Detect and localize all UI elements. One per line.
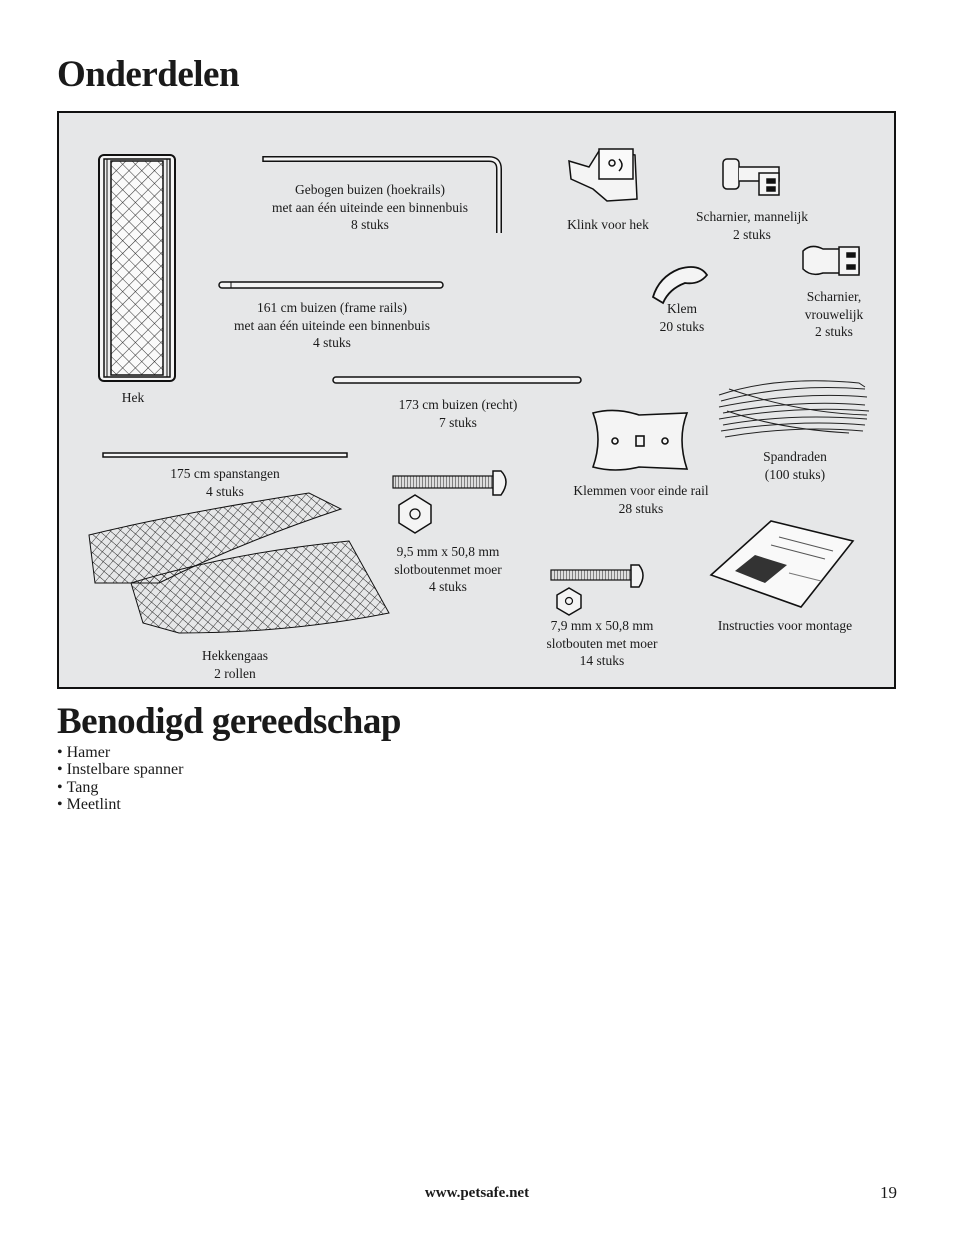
tool-item: • Meetlint: [57, 796, 183, 813]
tension-bar-illustration: [103, 453, 347, 457]
tools-list: [57, 744, 183, 813]
tool-item: • Tang: [57, 779, 183, 796]
hinge-female-label: Scharnier, vrouwelijk 2 stuks: [804, 289, 864, 339]
clamp-illustration: [653, 267, 707, 303]
hinge-male-label: Scharnier, mannelijk 2 stuks: [696, 209, 808, 242]
hinge-male-illustration: [723, 159, 779, 195]
page-number: 19: [880, 1183, 897, 1202]
tools-heading: Benodigd gereedschap: [57, 701, 401, 742]
gate-latch-illustration: [569, 149, 637, 201]
tool-item: • Hamer: [57, 744, 183, 761]
footer-url: www.petsafe.net: [424, 1185, 530, 1201]
bolt-small-illustration: [551, 565, 643, 615]
instructions-label: Instructies voor montage: [717, 618, 853, 633]
bolt-large-illustration: [393, 471, 506, 533]
frame-rail-illustration: [219, 282, 443, 288]
rail-end-clamp-illustration: [593, 410, 687, 470]
tension-wires-illustration: [719, 381, 869, 437]
instructions-illustration: [711, 521, 853, 607]
fence-mesh-label: Hekkengaas 2 rollen: [202, 648, 268, 681]
frame-rails-label: 161 cm buizen (frame rails) met aan één uiteinde een binnenbuis 4 stuks: [233, 300, 431, 350]
straight-tubes-label: 173 cm buizen (recht) 7 stuks: [398, 397, 518, 430]
fence-mesh-illustration: [89, 493, 389, 633]
rail-end-clamps-label: Klemmen voor einde rail 28 stuks: [573, 483, 709, 516]
gate-illustration: [99, 155, 175, 381]
tension-wires-label: Spandraden (100 stuks): [763, 449, 827, 482]
clamp-label: Klem 20 stuks: [659, 301, 705, 334]
straight-tube-illustration: [333, 377, 581, 383]
tool-item: • Instelbare spanner: [57, 761, 183, 778]
parts-panel: [57, 111, 896, 689]
parts-heading: Onderdelen: [57, 54, 240, 95]
gate-latch-label: Klink voor hek: [567, 217, 649, 232]
bent-tubes-label: Gebogen buizen (hoekrails) met aan één uiteinde een binnenbuis 8 stuks: [271, 182, 469, 232]
gate-label: Hek: [121, 390, 145, 405]
tension-bars-label: 175 cm spanstangen 4 stuks: [170, 466, 280, 499]
hinge-female-illustration: [803, 246, 859, 275]
bolt-large-label: 9,5 mm x 50,8 mm slotboutenmet moer 4 stuks: [394, 544, 502, 594]
bolt-small-label: 7,9 mm x 50,8 mm slotbouten met moer 14 stuks: [546, 618, 658, 668]
